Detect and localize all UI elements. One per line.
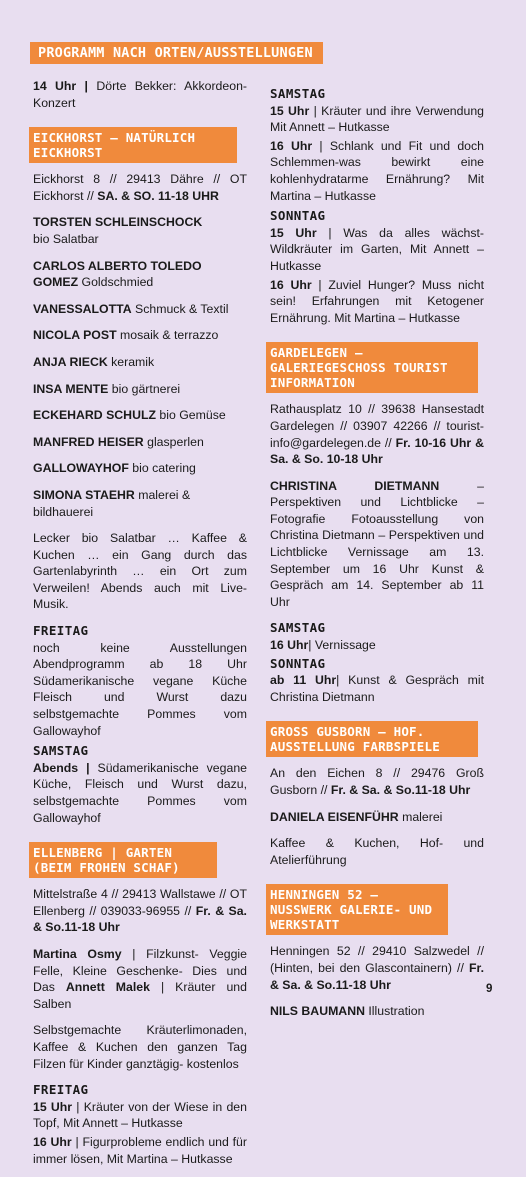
event [270, 138, 484, 204]
event [270, 672, 484, 705]
day-program: noch keine Ausstellungen Abendprogramm ab 18 Uhr Südamerikanische vegane Küche Fleisch und Wurst dazu selbstgemachte Pommes vom Gallowayhof [33, 640, 247, 738]
event-text: | Zuviel Hunger? Muss nicht sein! Erfahrungen mit Ketogener Ernährung. Mit Martina – Hutkasse [270, 277, 484, 325]
address-text: Eickhorst 8 // 29413 Dähre // OT Eickhorst // [33, 172, 247, 203]
event-time: 15 Uhr [270, 225, 317, 240]
left-column [33, 78, 247, 1177]
event-time: 16 Uhr [270, 138, 313, 153]
venue-header-gardelegen: GARDELEGEN – GALERIEGESCHOSS TOURIST INFORMATION [266, 342, 478, 393]
exhibitor-desc: mosaik & terrazzo [116, 328, 219, 343]
venue-address [33, 886, 247, 936]
exhibitor-desc: malerei & bildhauerei [33, 487, 191, 519]
event [270, 637, 484, 654]
event-text: Dörte Bekker: Akkordeon-Konzert [33, 79, 247, 110]
opening-hours: SA. & SO. 11-18 UHR [97, 188, 219, 203]
day-heading: SONNTAG [270, 655, 326, 671]
day-program [33, 760, 247, 826]
event-time: 16 Uhr [270, 277, 312, 292]
event-time: 14 Uhr | [33, 79, 88, 93]
venue-description: Selbstgemachte Kräuterlimonaden, Kaffee & Kuchen den ganzen Tag Filzen für Kinder ganztägig- kostenlos [33, 1023, 247, 1071]
event-time: Abends | [33, 760, 90, 775]
day-heading: SONNTAG [270, 208, 326, 224]
venue-address [33, 171, 247, 204]
event [270, 277, 484, 327]
exhibitor-name: NILS BAUMANN [270, 1004, 365, 1019]
exhibitor-name: NICOLA POST [33, 328, 117, 343]
venue-header-henningen: HENNINGEN 52 – NUSSWERK GALERIE- UND WERKSTATT [266, 884, 448, 935]
exhibitor-desc: bio Salatbar [33, 231, 99, 246]
venue-address [270, 401, 484, 467]
exhibitor-desc: Schmuck & Textil [131, 301, 229, 316]
event-time: 16 Uhr [270, 638, 309, 653]
day-heading: SAMSTAG [33, 743, 89, 759]
exhibitor-desc: | Filzkunst- Veggie Felle, Kleine Geschenke- Dies und Das [33, 946, 247, 995]
day-heading: SAMSTAG [270, 620, 326, 636]
event-time: 16 Uhr [33, 1134, 72, 1149]
exhibitor-name: INSA MENTE [33, 381, 109, 396]
exhibitor [33, 434, 247, 451]
exhibitor-desc: – Perspektiven und Lichtblicke – Fotografie Fotoausstellung von Christina Dietmann – Perspektiven und Lichtblicke Vernissage am 13. September um 16 Uhr Kunst & Gespräch am 14. September ab 11 Uhr [270, 478, 484, 609]
exhibitor-desc: Illustration [364, 1004, 425, 1019]
exhibitor [33, 487, 247, 520]
exhibitor [33, 381, 247, 398]
exhibitor-name: GALLOWAYHOF [33, 461, 129, 476]
venue-exhibitors [270, 809, 484, 826]
event-text: | Was da alles wächst- Wildkräuter im Garten, Mit Annett – Hutkasse [270, 225, 484, 273]
address-text: Henningen 52 // 29410 Salzwedel // (Hinten, bei den Glascontainern) // [270, 944, 484, 975]
exhibitor-desc: glasperlen [143, 434, 204, 449]
event-text: | Kunst & Gespräch mit Christina Dietmann [270, 673, 484, 704]
exhibitor-name: DANIELA EISENFÜHR [270, 809, 399, 824]
venue-exhibitors [270, 478, 484, 611]
exhibitor-name: MANFRED HEISER [33, 434, 144, 449]
day-heading: FREITAG [33, 623, 89, 639]
event [33, 1099, 247, 1132]
exhibitor-name: CHRISTINA DIETMANN [270, 478, 440, 493]
event-time: 15 Uhr [33, 1099, 73, 1114]
event-text: | Kräuter von der Wiese in den Topf, Mit Annett – Hutkasse [33, 1099, 247, 1131]
exhibitor-desc: keramik [107, 354, 155, 369]
exhibitor [33, 354, 247, 371]
venue-header-gross-gusborn: GROSS GUSBORN – HOF. AUSSTELLUNG FARBSPIELE [266, 721, 478, 757]
day-heading: SAMSTAG [270, 86, 326, 101]
exhibitor-name: Martina Osmy [33, 946, 122, 961]
exhibitor-desc: bio Gemüse [155, 408, 226, 423]
exhibitor-desc: bio catering [128, 461, 196, 476]
venue-header-ellenberg: ELLENBERG | GARTEN (BEIM FROHEN SCHAF) [29, 842, 217, 878]
opening-hours: Fr. & Sa. & So.11-18 Uhr [33, 903, 247, 935]
event-time: 15 Uhr [270, 103, 310, 118]
event [270, 225, 484, 275]
event [33, 1134, 247, 1167]
venue-description: Lecker bio Salatbar … Kaffee & Kuchen … ein Gang durch das Gartenlabyrinth … ein Ort zum Verweilen! Abends auch mit Live-Musik. [33, 531, 247, 612]
venue-header-eickhorst: EICKHORST – NATÜRLICH EICKHORST [29, 127, 237, 163]
event-text: | Vernissage [308, 638, 376, 653]
day-heading: FREITAG [33, 1082, 89, 1098]
exhibitor [33, 327, 247, 344]
event-text: | Figurprobleme endlich und für immer lösen, Mit Martina – Hutkasse [33, 1134, 247, 1166]
address-text: Rathausplatz 10 // 39638 Hansestadt Gardelegen // 03907 42266 // tourist-info@gardelegen.de // [270, 402, 484, 450]
venue-description: Kaffee & Kuchen, Hof- und Atelierführung [270, 836, 484, 867]
section-banner: PROGRAMM NACH ORTEN/AUSSTELLUNGEN [30, 42, 323, 64]
exhibitor-list [33, 214, 247, 520]
event-time: ab 11 Uhr [270, 673, 337, 688]
address-text: An den Eichen 8 // 29476 Groß Gusborn // [270, 766, 484, 797]
right-column [270, 78, 484, 1030]
page-number: 9 [486, 983, 493, 995]
exhibitor [33, 460, 247, 477]
exhibitor-name: Annett Malek [65, 980, 150, 995]
exhibitor-name: SIMONA STAEHR [33, 487, 135, 502]
exhibitor [33, 258, 247, 291]
event [270, 103, 484, 136]
event-text: | Kräuter und ihre Verwendung Mit Annett – Hutkasse [270, 103, 484, 135]
event-text: Südamerikanische vegane Küche, Fleisch und Wurst dazu, selbstgemachte Pommes vom Gallowayhof [33, 760, 248, 825]
exhibitor [33, 301, 247, 318]
address-text: Mittelstraße 4 // 29413 Wallstawe // OT Ellenberg // 039033-96955 // [33, 887, 247, 918]
venue-address [270, 765, 484, 798]
exhibitor-name: ANJA RIECK [33, 354, 108, 369]
exhibitor-desc: bio gärtnerei [108, 381, 181, 396]
exhibitor-name: TORSTEN SCHLEINSCHOCK [33, 215, 203, 230]
exhibitor-name: VANESSALOTTA [33, 301, 132, 316]
exhibitor-name: ECKEHARD SCHULZ [33, 408, 156, 423]
opening-hours: Fr. & Sa. & So.11-18 Uhr [330, 783, 471, 797]
opening-hours: Fr. & Sa. & So.11-18 Uhr [270, 960, 484, 992]
exhibitor-desc: malerei [398, 809, 443, 824]
venue-exhibitors [33, 946, 247, 1012]
venue-address [270, 943, 484, 993]
exhibitor [33, 214, 247, 247]
exhibitor [33, 407, 247, 424]
event-text: | Schlank und Fit und doch Schlemmen-was bewirkt eine kohlenhydratarme Ernährung? Mit Martina – Hutkasse [270, 138, 484, 203]
exhibitor-name: CARLOS ALBERTO TOLEDO GOMEZ [33, 258, 202, 290]
venue-exhibitors [270, 1003, 484, 1020]
exhibitor-desc: | Kräuter und Salben [33, 980, 247, 1011]
opening-hours: Fr. 10-16 Uhr & Sa. & So. 10-18 Uhr [270, 435, 485, 467]
intro-event [33, 78, 247, 111]
exhibitor-desc: Goldschmied [78, 275, 154, 290]
